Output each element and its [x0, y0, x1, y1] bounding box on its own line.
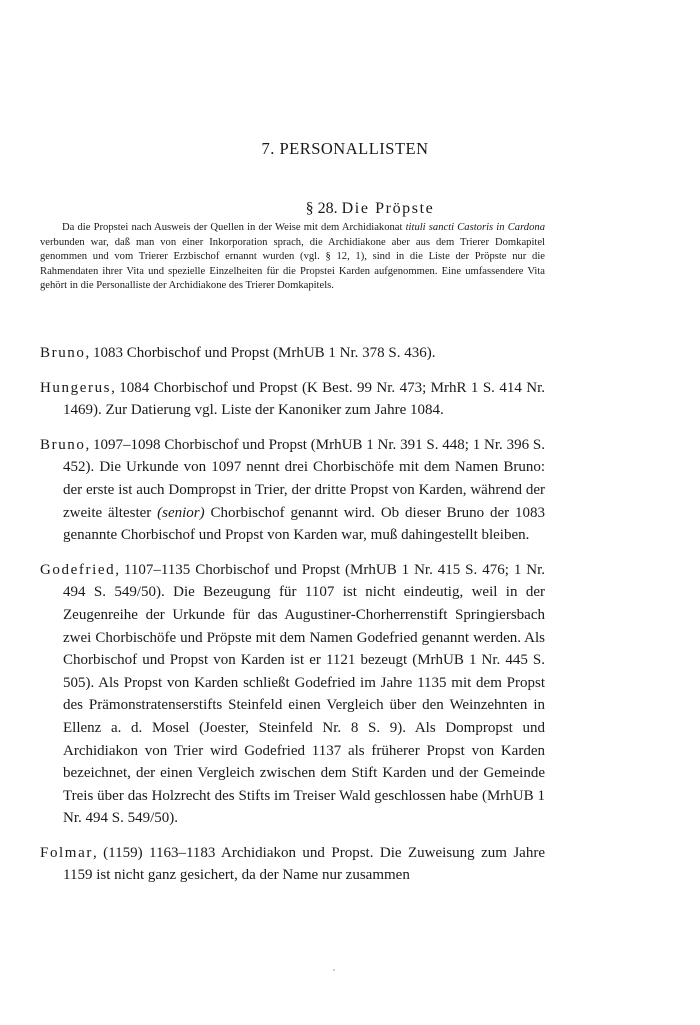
- provost-name: Folmar: [40, 844, 93, 861]
- list-item: [40, 842, 545, 887]
- provost-list: [40, 342, 545, 899]
- provost-details: , (1159) 1163–1183 Archidiakon und Propst. Die Zuweisung zum Jahre 1159 ist nicht ganz gesichert, da der Name nur zusammen: [63, 844, 545, 884]
- section-heading: [0, 200, 700, 218]
- intro-italic-term: tituli sancti Castoris in Cardona: [405, 222, 545, 233]
- section-title: Die Pröpste: [341, 200, 435, 217]
- chapter-heading: [0, 139, 700, 159]
- provost-details: , 1083 Chorbischof und Propst (MrhUB 1 Nr. 378 S. 436).: [85, 345, 436, 361]
- provost-name: Bruno: [40, 436, 86, 453]
- provost-details: , 1107–1135 Chorbischof und Propst (MrhUB 1 Nr. 415 S. 476; 1 Nr. 494 S. 549/50). Die Bezeugung für 1107 ist nicht eindeutig, weil in der Zeugenreihe der Urkunde für das Augustiner-Chorherrenstift Springiersbach zwei Chorbischöfe und Pröpste mit dem Namen Godefried genannt werden. Als Chorbischof und Propst von Karden ist er 1121 bezeugt (MrhUB 1 Nr. 445 S. 505). Als Propst von Karden schließt Godefried im Jahre 1135 mit dem Propst des Prämonstratenserstifts Steinfeld einen Vergleich über den Weinzehnten in Ellenz a. d. Mosel (Joester, Steinfeld Nr. 8 S. 9). Als Dompropst und Archidiakon von Trier wird Godefried 1137 als früherer Propst von Karden bezeichnet, der einen Vergleich zwischen dem Stift Karden und der Gemeinde Treis über das Holzrecht des Stifts im Treiser Wald geschlossen habe (MrhUB 1 Nr. 494 S. 549/50).: [63, 561, 545, 827]
- page-mark: [333, 969, 335, 971]
- provost-details: , 1097–1098 Chorbischof und Propst (MrhUB 1 Nr. 391 S. 448; 1 Nr. 396 S. 452). Die Urkunde von 1097 nennt drei Chorbischöfe mit dem Namen Bruno: der erste ist auch Dompropst in Trier, der dritte Propst von Karden, während der zweite ältester: [63, 436, 545, 521]
- list-item: [40, 559, 545, 830]
- intro-text-part-1: Da die Propstei nach Ausweis der Quellen in der Weise mit dem Archidiakonat: [62, 222, 406, 233]
- intro-text: [40, 221, 545, 294]
- provost-name: Hungerus: [40, 379, 112, 396]
- list-item: [40, 342, 545, 365]
- provost-details: , 1084 Chorbischof und Propst (K Best. 99 Nr. 473; MrhR 1 S. 414 Nr. 1469). Zur Datierung vgl. Liste der Kanoniker zum Jahre 1084.: [63, 379, 545, 419]
- provost-details-cont: Chorbischof genannt wird. Ob dieser Bruno der 1083 genannte Chorbischof und Propst von Karden war, muß dahingestellt bleiben.: [63, 504, 545, 544]
- list-item: [40, 434, 545, 547]
- intro-text-part-2: verbunden war, daß man von einer Inkorporation sprach, die Archidiakone aber aus dem Trierer Domkapitel genommen und vom Trierer Erzbischof ernannt wurden (vgl. § 12, 1), sind in die Liste der Pröpste nur die Rahmendaten ihrer Vita und spezielle Einzelheiten für die Propstei Karden aufgenommen. Eine umfassendere Vita gehört in die Personalliste der Archidiakone des Trierer Domkapitels.: [40, 236, 545, 292]
- list-item: [40, 377, 545, 422]
- section-number: § 28.: [305, 200, 338, 217]
- provost-name: Bruno: [40, 345, 86, 361]
- chapter-heading-text: 7. PERSONALLISTEN: [261, 139, 429, 158]
- intro-paragraph: [40, 221, 545, 294]
- provost-details-italic: (senior): [157, 504, 205, 521]
- provost-name: Godefried: [40, 561, 116, 578]
